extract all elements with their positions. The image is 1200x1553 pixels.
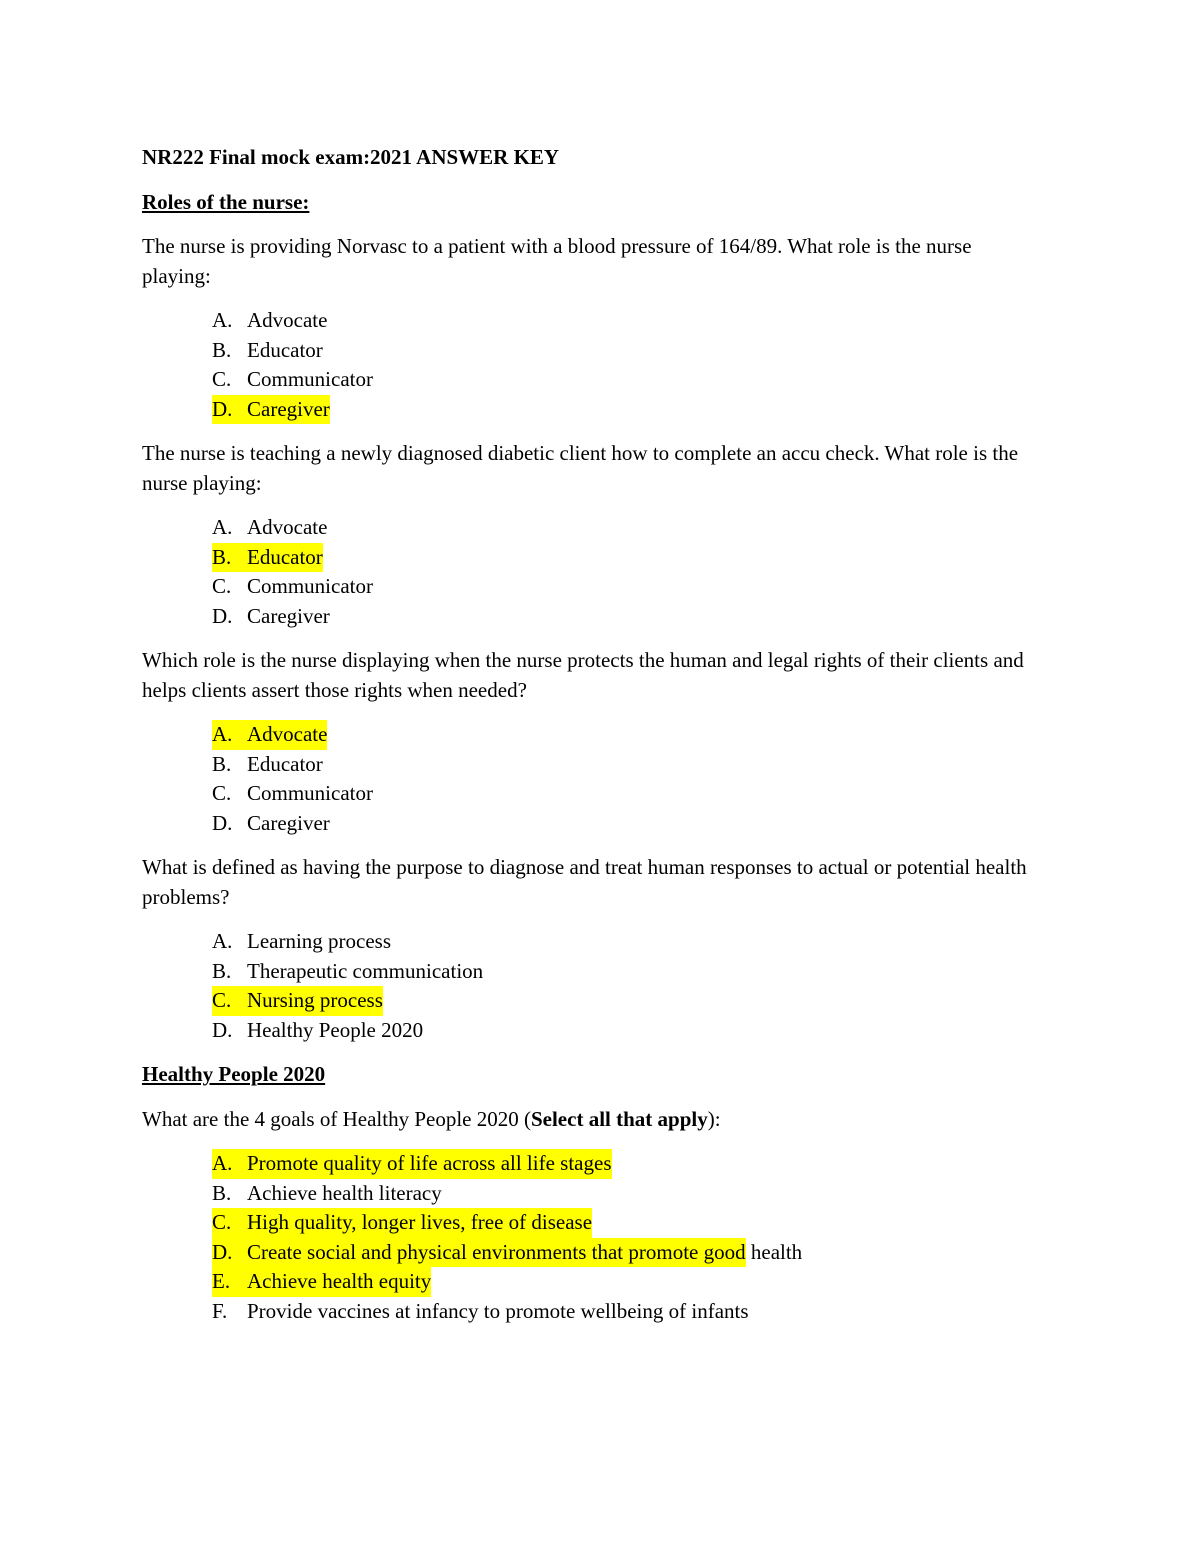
option-text: Learning process (247, 929, 392, 953)
section-heading-roles: Roles of the nurse: (142, 189, 310, 214)
option-1c (212, 365, 1042, 395)
section-heading-healthy-people: Healthy People 2020 (142, 1062, 326, 1086)
option-5a-correct (212, 1149, 1042, 1179)
answer-highlight (212, 986, 383, 1016)
option-2b-correct (212, 543, 1042, 573)
option-3a-correct (212, 720, 1042, 750)
option-text: High quality, longer lives, free of disease (247, 1210, 593, 1234)
option-text-tail: health (745, 1239, 803, 1264)
answer-highlight (212, 720, 327, 750)
option-3c (212, 779, 1042, 809)
answer-highlight (212, 1208, 592, 1238)
option-text: Promote quality of life across all life stages (247, 1151, 612, 1175)
option-text: Communicator (247, 781, 373, 805)
option-letter: D. (212, 603, 233, 628)
option-5b (212, 1179, 1042, 1209)
option-5e-correct (212, 1267, 1042, 1297)
option-letter: B. (212, 751, 232, 776)
question-5 (142, 1105, 1042, 1135)
option-text: Healthy People 2020 (247, 1017, 424, 1042)
option-4d (212, 1016, 1042, 1046)
option-letter: C. (212, 1210, 232, 1234)
options-list-1 (142, 306, 1042, 424)
option-text: Caregiver (247, 603, 330, 628)
option-5d-correct (212, 1238, 1042, 1268)
option-letter: C. (212, 781, 232, 805)
option-2a (212, 513, 1042, 543)
option-text: Caregiver (247, 810, 330, 835)
option-letter: F. (212, 1298, 228, 1323)
question-3: Which role is the nurse displaying when the nurse protects the human and legal rights of their clients and helps clients assert those rights when needed? (142, 648, 1024, 702)
options-list-2 (142, 513, 1042, 631)
option-1a (212, 306, 1042, 336)
option-2c (212, 572, 1042, 602)
select-all-instruction: Select all that apply (530, 1106, 708, 1131)
option-3d (212, 809, 1042, 839)
answer-highlight (212, 1149, 612, 1179)
option-text: Communicator (247, 574, 373, 598)
answer-highlight (212, 395, 330, 425)
options-list-4 (142, 927, 1042, 1045)
option-letter: C. (212, 367, 232, 391)
answer-highlight (212, 1267, 431, 1297)
option-letter: A. (212, 722, 233, 746)
option-letter: D. (212, 810, 233, 835)
option-letter: B. (212, 1180, 232, 1205)
answer-highlight (212, 543, 323, 573)
option-letter: A. (212, 515, 233, 539)
option-text: Advocate (247, 308, 328, 332)
option-text: Educator (247, 337, 323, 362)
option-text: Achieve health literacy (247, 1180, 442, 1205)
option-letter: C. (212, 988, 232, 1012)
option-letter: B. (212, 337, 232, 362)
page-title: NR222 Final mock exam:2021 ANSWER KEY (142, 145, 560, 169)
option-letter: E. (212, 1269, 231, 1293)
option-4c-correct (212, 986, 1042, 1016)
option-letter: A. (212, 929, 233, 953)
option-text: Caregiver (247, 396, 330, 421)
answer-highlight (212, 1238, 746, 1268)
option-text: Provide vaccines at infancy to promote wellbeing of infants (247, 1298, 749, 1323)
option-text: Educator (247, 751, 323, 776)
question-2: The nurse is teaching a newly diagnosed diabetic client how to complete an accu check. What role is the nurse playing: (142, 441, 1019, 495)
option-letter: A. (212, 1151, 233, 1175)
option-4b (212, 957, 1042, 987)
option-text: Educator (247, 544, 323, 569)
option-text: Create social and physical environments that promote good (247, 1239, 746, 1264)
option-5f (212, 1297, 1042, 1327)
option-letter: C. (212, 574, 232, 598)
option-text: Advocate (247, 722, 328, 746)
option-text: Therapeutic communication (247, 958, 484, 983)
option-letter: A. (212, 308, 233, 332)
question-1: The nurse is providing Norvasc to a patient with a blood pressure of 164/89. What role is the nurse playing: (142, 234, 972, 288)
option-1b (212, 336, 1042, 366)
option-text: Communicator (247, 367, 373, 391)
option-text: Nursing process (247, 988, 383, 1012)
option-letter: D. (212, 1239, 233, 1264)
option-4a (212, 927, 1042, 957)
document-page (142, 143, 1042, 1341)
option-5c-correct (212, 1208, 1042, 1238)
question-4: What is defined as having the purpose to diagnose and treat human responses to actual or potential health problems? (142, 855, 1027, 909)
option-1d-correct (212, 395, 1042, 425)
options-list-3 (142, 720, 1042, 838)
option-letter: D. (212, 1017, 233, 1042)
option-3b (212, 750, 1042, 780)
options-list-5 (142, 1149, 1042, 1326)
option-letter: D. (212, 396, 233, 421)
option-text: Achieve health equity (247, 1269, 432, 1293)
option-2d (212, 602, 1042, 632)
question-text-start: What are the 4 goals of Healthy People 2020 ( (142, 1106, 531, 1131)
question-text-end: ): (707, 1106, 721, 1131)
option-letter: B. (212, 544, 232, 569)
option-letter: B. (212, 958, 232, 983)
option-text: Advocate (247, 515, 328, 539)
